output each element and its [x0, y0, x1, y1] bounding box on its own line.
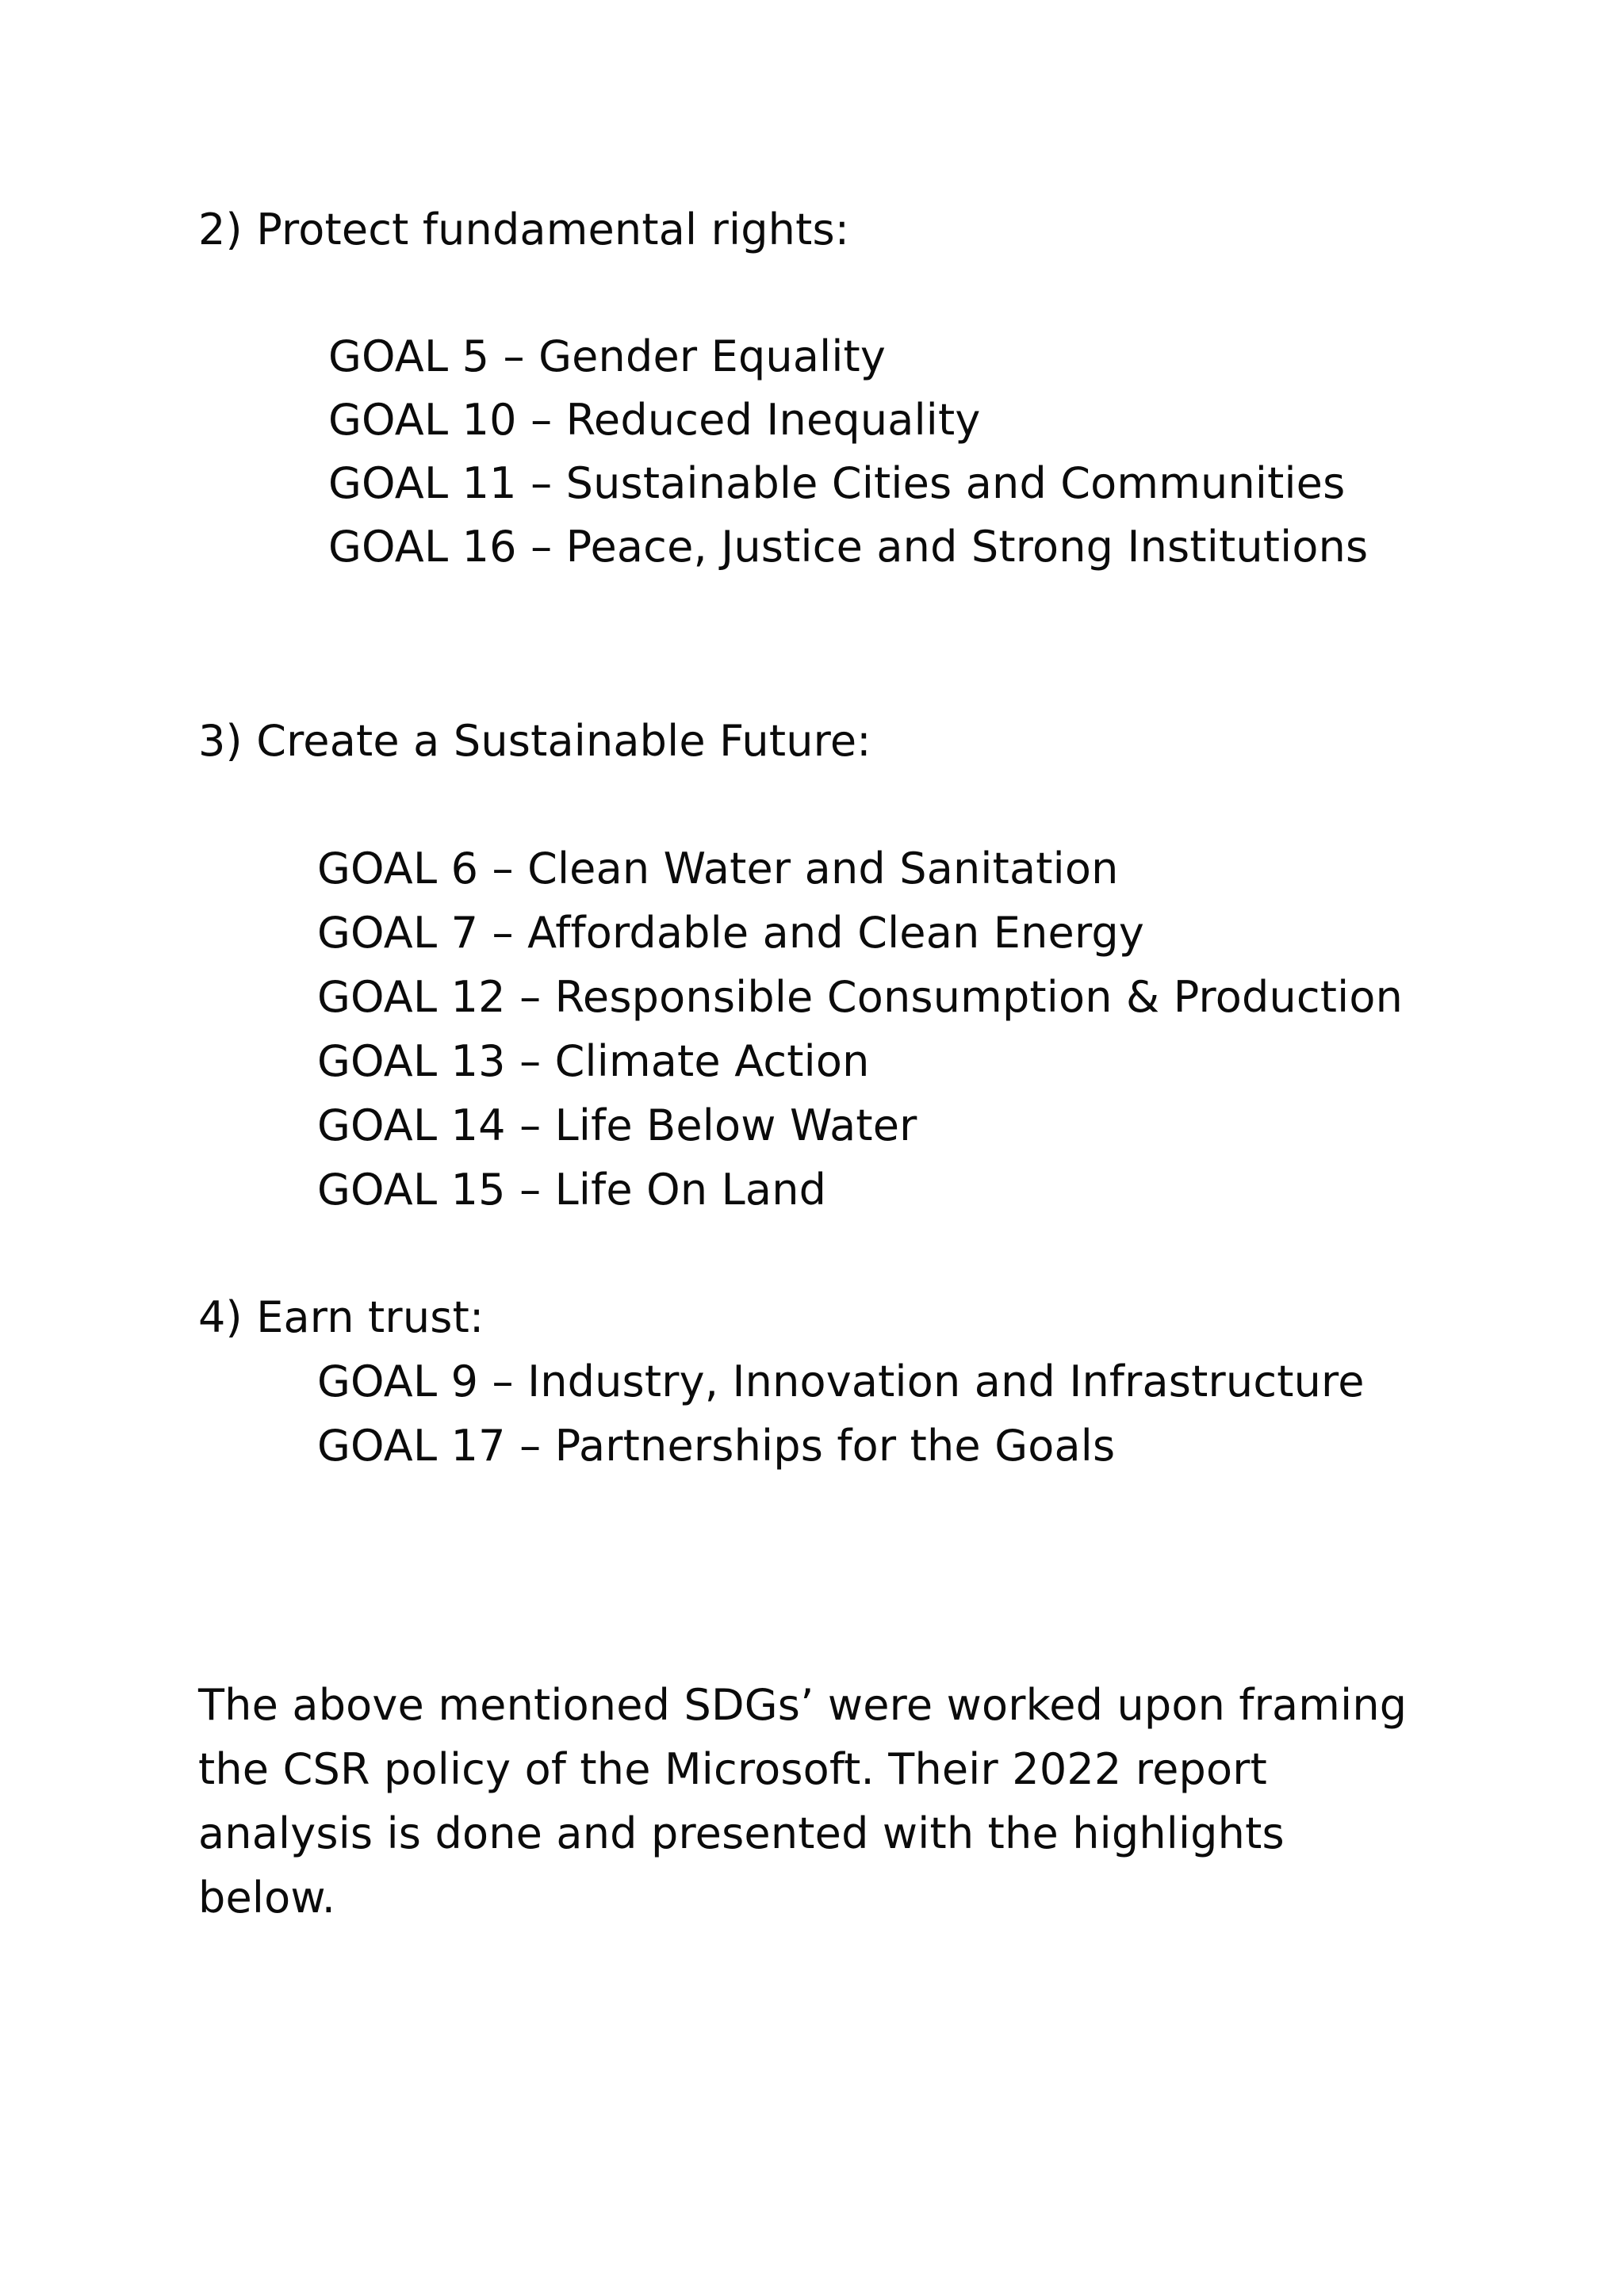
goal-item: GOAL 13 – Climate Action — [317, 1036, 870, 1086]
goal-item: GOAL 14 – Life Below Water — [317, 1100, 917, 1150]
goal-item: GOAL 9 – Industry, Innovation and Infrastructure — [317, 1357, 1365, 1406]
section-3-heading: 3) Create a Sustainable Future: — [198, 716, 871, 766]
paragraph-line: below. — [198, 1873, 336, 1923]
goal-item: GOAL 15 – Life On Land — [317, 1165, 827, 1215]
goal-item: GOAL 12 – Responsible Consumption & Production — [317, 972, 1404, 1022]
goal-item: GOAL 7 – Affordable and Clean Energy — [317, 908, 1145, 958]
summary-paragraph — [198, 1673, 1467, 1930]
section-2-heading: 2) Protect fundamental rights: — [198, 205, 850, 254]
goal-item: GOAL 10 – Reduced Inequality — [328, 395, 981, 445]
goal-item: GOAL 11 – Sustainable Cities and Communities — [328, 458, 1346, 508]
paragraph-line: The above mentioned SDGs’ were worked upon framing — [198, 1680, 1408, 1730]
goal-item: GOAL 16 – Peace, Justice and Strong Institutions — [328, 522, 1369, 572]
paragraph-line: analysis is done and presented with the highlights — [198, 1808, 1285, 1858]
paragraph-line: the CSR policy of the Microsoft. Their 2022 report — [198, 1744, 1267, 1794]
goal-item: GOAL 6 – Clean Water and Sanitation — [317, 844, 1119, 894]
goal-item: GOAL 17 – Partnerships for the Goals — [317, 1421, 1116, 1471]
section-4-heading: 4) Earn trust: — [198, 1292, 485, 1342]
goal-item: GOAL 5 – Gender Equality — [328, 331, 887, 381]
